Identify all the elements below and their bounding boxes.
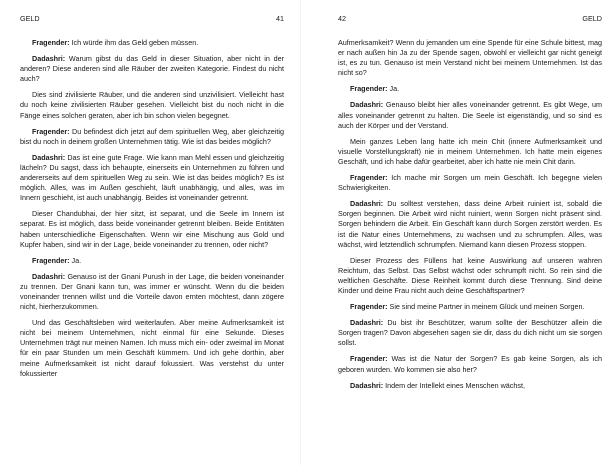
paragraph [20,272,284,312]
paragraph [20,38,284,48]
paragraph-text: Sie sind meine Partner in meinem Glück und meinen Sorgen. [387,302,585,312]
paragraph-text: Genauso ist der Gnani Purush in der Lage, die beiden voneinander zu trennen. Der Gnani kann tun, was immer er wünscht. Wenn du die beiden voneinander trennen willst und die Vorteile davon ernten möchtest, dann zögere nicht, hierherzukommen. [20,271,284,312]
paragraph-text: Genauso bleibt hier alles voneinander getrennt. Es gibt Wege, um alles voneinander getrennt zu halten. Die Seele ist eigenständig, und so sind es auch der Körper und der Verstand. [338,100,602,130]
left-page [20,0,284,465]
speaker-label: Fragender: [350,173,388,183]
right-running-head: GELD [582,14,602,23]
left-page-header [20,14,284,28]
paragraph [338,354,602,374]
paragraph [338,38,602,78]
paragraph-text: Dieser Chandubhai, der hier sitzt, ist separat, und die Seele im Innern ist separat. Es ist möglich, dass beide voneinander getrennt bleiben. Beide Entitäten haben unterschiedliche Eigenschaften. Wenn wir eine Mischung aus Gold und Kupfer haben, sind wir in der Lage, beide voneinander zu trennen, oder nicht? [20,209,284,249]
speaker-label: Fragender: [32,255,70,265]
speaker-label: Dadashri: [32,54,66,64]
paragraph [20,318,284,379]
speaker-label: Fragender: [350,302,388,312]
paragraph [338,302,602,312]
speaker-label: Dadashri: [32,271,66,281]
paragraph-text: Du befindest dich jetzt auf dem spirituellen Weg, aber gleichzeitig bist du noch in deinem großen Unternehmen tätig. Wie ist das beides möglich? [20,126,284,146]
book-gutter [300,0,301,465]
speaker-label: Fragender: [350,354,388,364]
paragraph [338,381,602,391]
speaker-label: Fragender: [32,126,70,136]
paragraph [338,256,602,296]
paragraph-text: Ich würde ihm das Geld geben müssen. [69,38,199,47]
paragraph-text: Ich mache mir Sorgen um mein Geschäft. Ich begegne vielen Schwierigkeiten. [338,173,602,193]
paragraph [338,100,602,130]
paragraph [20,127,284,147]
right-page-header [338,14,602,28]
speaker-label: Dadashri: [350,199,384,209]
speaker-label: Fragender: [32,38,70,47]
paragraph [338,173,602,193]
paragraph [20,90,284,120]
paragraph [20,256,284,266]
speaker-label: Dadashri: [350,380,384,390]
paragraph-text: Mein ganzes Leben lang hatte ich mein Chit (innere Aufmerksamkeit und visuelle Vorstellungskraft) nie in meinem Unternehmen. Ich hatte mein eigenes Geschäft, und ich habe dafür gearbeitet, aber ich hatte nie mein Chit darin. [338,136,602,166]
paragraph-text: Aufmerksamkeit? Wenn du jemanden um eine Spende für eine Schule bittest, mag er nach außen hin Ja zu der Spende sagen, obwohl er vielleicht gar nicht geneigt ist, es zu tun. Genauso ist mein Verstand nicht bei meinem Unternehmen. Ist das nicht so? [338,38,602,78]
right-page [338,0,602,465]
right-page-number: 42 [338,14,346,23]
right-page-text [338,38,602,391]
paragraph-text: Und das Geschäftsleben wird weiterlaufen. Aber meine Aufmerksamkeit ist nicht bei meinem Unternehmen, nicht einmal für eine Sekunde. Dieses Unternehmen trägt nur meinen Namen. Ich muss mich ein- oder zweimal im Monat für ein paar Stunden um mein Geschäft kümmern. Und ich gehe dorthin, aber meine Aufmerksamkeit ist nicht darauf fokussiert. Was verstehst du unter fokussierter [20,318,284,378]
speaker-label: Fragender: [350,84,388,94]
paragraph [20,209,284,249]
paragraph [338,199,602,249]
paragraph-text: Ja. [387,84,400,94]
speaker-label: Dadashri: [350,100,384,110]
speaker-label: Dadashri: [32,152,66,162]
left-page-text [20,38,284,379]
paragraph [20,153,284,203]
left-page-number: 41 [276,14,284,23]
paragraph-text: Dies sind zivilisierte Räuber, und die anderen sind unzivilisiert. Vielleicht hast du noch keine zivilisierten Räuber gesehen. Vielleicht bist du noch nicht in die Fänge eines solchen geraten, aber ich bin schon vielen begegnet. [20,90,284,120]
paragraph-text: Du solltest verstehen, dass deine Arbeit ruiniert ist, sobald die Sorgen beginnen. Die Arbeit wird nicht ruiniert, wenn Sorgen nicht präsent sind. Sorgen behindern die Arbeit. Ein Geschäft kann durch Sorgen zerstört werden. Es ist die Natur eines Unternehmens, zu wachsen und zu schrumpfen. Alles, was wächst, wird letztendlich schrumpfen. Niemand kann diesen Prozess stoppen. [338,199,602,249]
paragraph [338,318,602,348]
paragraph-text: Dieser Prozess des Füllens hat keine Auswirkung auf unseren wahren Reichtum, das Selbst. Das Selbst wächst oder schrumpft nicht. So rein sind die weltlichen Geschäfte. Diese Reinheit kommt durch diese Trennung. Sind deine Kinder und deine Frau nicht auch deine Geschäftspartner? [338,255,602,295]
paragraph [20,54,284,84]
paragraph-text: Was ist die Natur der Sorgen? Es gab keine Sorgen, als ich geboren wurden. Wo kommen sie also her? [338,354,602,374]
paragraph-text: Das ist eine gute Frage. Wie kann man Mehl essen und gleichzeitig lächeln? Du sagst, dass ich behaupte, einerseits ein Unternehmen zu führen und andererseits auf dem spirituellen Weg zu sein. Wie ist das beides möglich? Es ist möglich. Alles, was im Außen geschieht, läuft unabhängig, und alles, was im Innern geschieht, ist auch unabhängig. Beides ist voneinander getrennt. [20,152,284,203]
left-running-head: GELD [20,14,40,23]
paragraph [338,84,602,94]
paragraph-text: Ja. [69,255,82,265]
paragraph-text: Indem der Intellekt eines Menschen wächst, [383,380,525,390]
paragraph [338,137,602,167]
paragraph-text: Warum gibst du das Geld in dieser Situation, aber nicht in der anderen? Diese anderen sind alle Räuber der zweiten Kategorie. Findest du nicht auch? [20,54,284,84]
speaker-label: Dadashri: [350,318,384,328]
paragraph-text: Du bist ihr Beschützer, warum sollte der Beschützer allein die Sorgen tragen? Davon abgesehen sagen sie dir, dass du dich nicht um sie sorgen sollst. [338,318,602,348]
